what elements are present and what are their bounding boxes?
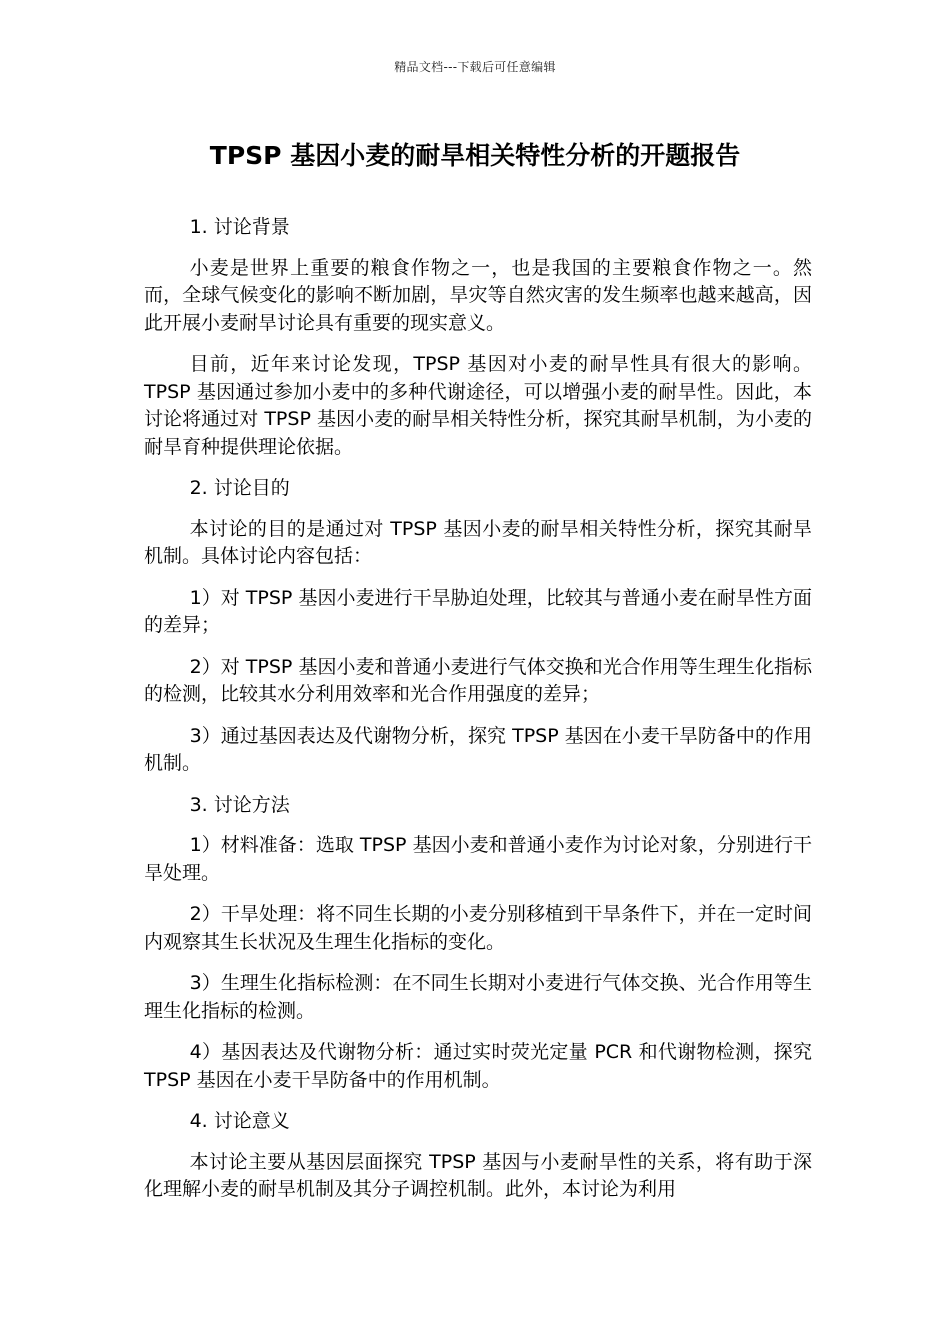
section-heading-purpose: 2. 讨论目的	[189, 477, 290, 499]
document-title: TPSP 基因小麦的耐旱相关特性分析的开题报告	[209, 141, 741, 170]
section-heading-significance: 4. 讨论意义	[189, 1110, 290, 1132]
list-item: 4）基因表达及代谢物分析：通过实时荧光定量 PCR 和代谢物检测，探究 TPSP 基因在小麦干旱防备中的作用机制。	[144, 1041, 812, 1091]
list-item: 3）通过基因表达及代谢物分析，探究 TPSP 基因在小麦干旱防备中的作用机制。	[144, 724, 812, 774]
list-item: 1）材料准备：选取 TPSP 基因小麦和普通小麦作为讨论对象，分别进行干旱处理。	[144, 834, 812, 884]
paragraph: 小麦是世界上重要的粮食作物之一，也是我国的主要粮食作物之一。然而，全球气候变化的影响不断加剧，旱灾等自然灾害的发生频率也越来越高，因此开展小麦耐旱讨论具有重要的现实意义。	[144, 256, 812, 334]
paragraph: 本讨论的目的是通过对 TPSP 基因小麦的耐旱相关特性分析，探究其耐旱机制。具体讨论内容包括：	[144, 517, 812, 567]
list-item: 1）对 TPSP 基因小麦进行干旱胁迫处理，比较其与普通小麦在耐旱性方面的差异；	[144, 586, 812, 636]
section-heading-methods: 3. 讨论方法	[189, 793, 290, 816]
list-item: 2）对 TPSP 基因小麦和普通小麦进行气体交换和光合作用等生理生化指标的检测，比较其水分利用效率和光合作用强度的差异；	[144, 655, 812, 705]
paragraph: 目前，近年来讨论发现，TPSP 基因对小麦的耐旱性具有很大的影响。TPSP 基因通过参加小麦中的多种代谢途径，可以增强小麦的耐旱性。因此，本讨论将通过对 TPSP 基因小麦的耐旱相关特性分析，探究其耐旱机制，为小麦的耐旱育种提供理论依据。	[144, 353, 812, 458]
header-note: 精品文档---下载后可任意编辑	[394, 60, 556, 74]
list-item: 2）干旱处理：将不同生长期的小麦分别移植到干旱条件下，并在一定时间内观察其生长状况及生理生化指标的变化。	[144, 903, 812, 953]
paragraph: 本讨论主要从基因层面探究 TPSP 基因与小麦耐旱性的关系，将有助于深化理解小麦的耐旱机制及其分子调控机制。此外，本讨论为利用	[144, 1150, 812, 1200]
section-heading-background: 1. 讨论背景	[189, 216, 290, 238]
list-item: 3）生理生化指标检测：在不同生长期对小麦进行气体交换、光合作用等生理生化指标的检测。	[144, 972, 812, 1022]
document-body	[144, 214, 812, 1218]
